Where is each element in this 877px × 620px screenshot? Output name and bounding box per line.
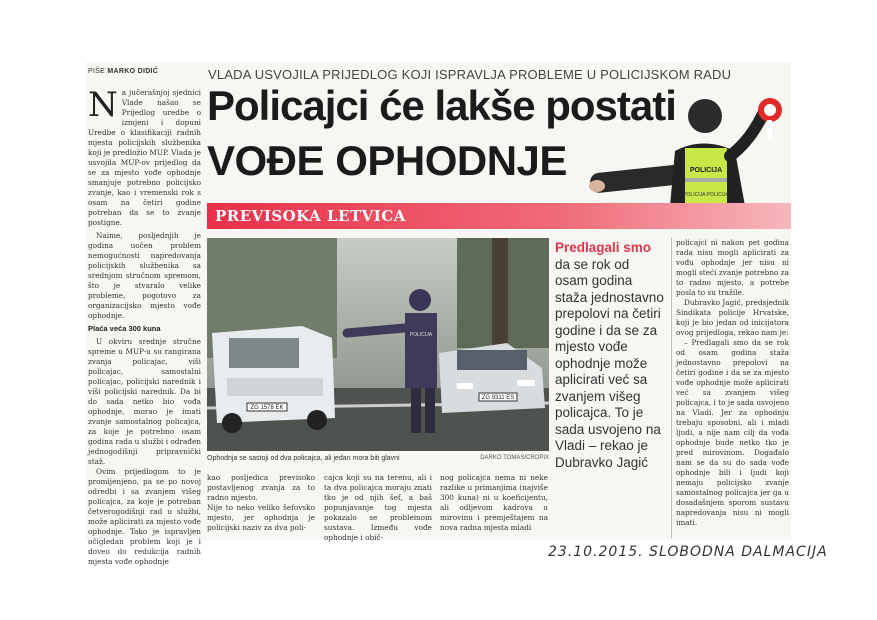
pull-quote: [555, 240, 665, 471]
paragraph: Ovim prijedlogom to je promijenjeno, pa se po novoj odredbi i sa zvanjem višeg policajca, za koje je potreban četverogodišnji rad u službi, može aplicirati za mjesto vođe ophodnje. Tako je ispravljen očigledan problem koji je i doveo do redukcija radnih mjesta vođe ophodnje: [88, 467, 201, 566]
vest-label-lower: POLICIJA POLICIJA: [683, 192, 729, 198]
article-column-2: kao posljedica previsoko postavljenog zvanja za to radno mjesto. Nije to neko veliko šefovsko mjesto, jer ophodnja je policijski naziv za dva poli-: [207, 473, 315, 532]
paragraph: U okviru srednje stručne spreme u MUP-u su rangirana zvanja policajac, viši policajac, samostalni policajac, policijski narednik i viši policijski narednik. Da bi do sada netko bio vođa ophodnje, morao je imati zvanje samostalnog policajca, za koje je potrebno osam godina rada u službi i odrađen jednogodišnji pripravnički staž.: [88, 337, 201, 466]
vest-label: POLICIJA: [689, 167, 723, 174]
pull-quote-text: da se rok od osam godina staža jednostavno prepolovi na četiri godine i da se za mjesto vođe ophodnje može aplicirati već sa zvanjem višeg policajca. To je sada usvojeno na Vladi – rekao je Dubravko Jagić: [555, 256, 664, 470]
section-banner: PREVISOKA LETVICA: [207, 203, 791, 229]
paragraph: Dubravko Jagić, predsjednik Sindikata policije Hrvatske, koji je bio jedan od inicijatora ovog prijedloga, rekao nam je:: [676, 298, 789, 337]
article-column-3: cajca koji su na terenu, ali i ta dva policajca moraju znati tko je od njih šef, a baš popunjavanje tog mjesta pokazalo se problemom sustava. Između vođe ophodnje i obič-: [324, 473, 432, 542]
article-column-right: [676, 238, 789, 528]
paragraph: a jučerašnjoj sjednici Vlade našao se Prijedlog uredbe o izmjeni i dopuni Uredbe o klasifikaciji radnih mjesta policijskih službenika koji je predložio MUP. Vlada je usvojila MUP-ov prijedlog da se za mjesto vođe ophodnje smanjuje potrebno policijsko zvanje, kao i vremenski rok s osam na četiri godine potreban da se to zvanje postigne.: [88, 88, 201, 227]
article-photo: [207, 238, 549, 451]
photo-credit: DARKO TOMAS/CROPIX: [480, 455, 549, 461]
paragraph: Naime, posljednjih je godina uočen problem nemogućnosti napredovanja policijskih službenika sa srednjom stručnom spremom, što je stvaralo velike probleme, pogotovo za organizacijsko mjesto vođe ophodnje.: [88, 231, 201, 320]
subheading: Plaća veća 300 kuna: [88, 324, 161, 333]
column-divider: [671, 238, 672, 538]
byline: PIŠE MARKO DIDIĆ: [88, 68, 159, 75]
handwritten-annotation: 23.10.2015. SLOBODNA DALMACIJA: [548, 544, 828, 560]
article-column-4: nog policajca nema ni neke razlike u primanjima (najviše 300 kuna) ni u koeficijentu, ali odljevom kadrova u mirovinu i premještajem na nova radna mjesta mladi: [440, 473, 548, 532]
pull-quote-highlight: Predlagali smo: [555, 240, 652, 255]
officer-vest-text: POLICIJA: [409, 332, 433, 338]
license-plate: ZG 1578 EK: [250, 405, 284, 411]
policeman-illustration: [585, 96, 790, 206]
kicker: VLADA USVOJILA PRIJEDLOG KOJI ISPRAVLJA PROBLEME U POLICIJSKOM RADU: [208, 67, 732, 82]
dropcap: N: [88, 85, 118, 125]
headline-line2: VOĐE OPHODNJE: [207, 137, 567, 184]
headline-line1: Policajci će lakše postati: [207, 82, 676, 129]
paragraph: – Predlagali smo da se rok od osam godina staža jednostavno prepolovi na četiri godine i da se za mjesto vođe ophodnje može aplicirati već sa zvanjem višeg policajca, i to je sada usvojeno na Vladi. Jer za ophodnju trebaju sposobni, ali i mladi ljudi, a nije nam cilj da vođa ophodnje bude netko tko je pred mirovinom. Događalo nam se da su do sada vođe ophodnje bili i ljudi koji nemaju policijsko zvanje samostalnog policajca jer ga u dosadašnjem sporom sustavu napredovanja nisu ni mogli imati.: [676, 338, 789, 527]
license-plate: ZG 9311 ES: [481, 395, 515, 401]
article-column-1: [88, 85, 201, 567]
paragraph: policajci ni nakon pet godina rada nisu mogli aplicirati za vođu ophodnje jer nisu ni mogli steći zvanje potrebno za to radno mjesto, a potrebe posla to su tražile.: [676, 238, 789, 297]
photo-caption: Ophodnja se sastoji od dva policajca, ali jedan mora biti glavni DARKO TOMAS/CROPIX: [207, 455, 549, 462]
